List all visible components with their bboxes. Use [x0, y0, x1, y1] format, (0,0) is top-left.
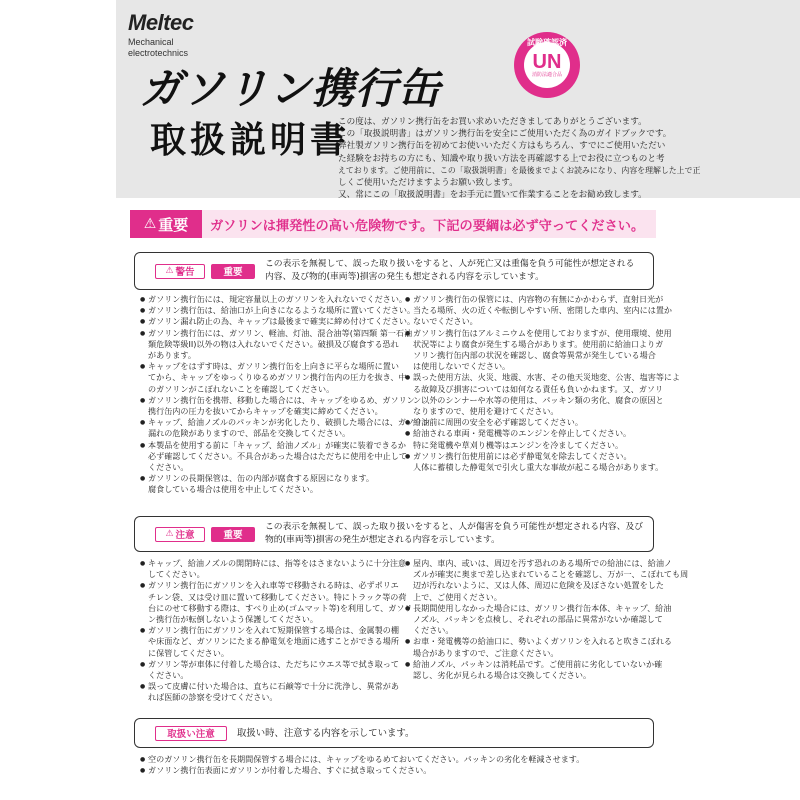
warning-item-line: ● ガソリン漏れ防止の為、キャップは最後まで確実に締め付けてください。 [148, 316, 416, 327]
caution-item-line: してください。 [148, 569, 205, 580]
caution-item-line: ● 給油ノズル、パッキンは消耗品です。ご使用前に劣化していないか確 [413, 658, 663, 669]
warning-item-line: る故障及び損害については如何なる責任も負いかねます。又、ガソリ [413, 383, 664, 394]
warning-item-line: 状況等により腐食が発生する場合があります。使用前に給油口よりガ [413, 338, 664, 349]
caution-right-column [405, 558, 689, 704]
caution-item [140, 558, 407, 580]
warning-item-line: があります。 [148, 350, 196, 361]
warning-item-line: ● ガソリン携行缶には、規定容量以上のガソリンを入れないでください。 [148, 294, 408, 304]
caution-definition-line: 物的(車両等)損害の発生が想定される内容を示しています。 [265, 535, 500, 545]
logo-mark: Meltec [128, 10, 194, 35]
warning-item [140, 417, 431, 439]
warning-item-line: 特に発電機や草刈り機等はエンジンを冷ましてください。 [413, 439, 624, 450]
intro-line: えております。ご使用前に、この「取扱説明書」を最後までよくお読みになり、内容を理解した上で正 [338, 165, 701, 175]
warning-item-line: ないでください。 [413, 316, 478, 327]
warning-item-line: 当たる場所、火の近くや転倒しやすい所、密閉した車内、室内には置か [413, 305, 673, 316]
warning-item-line: ● 給油される車両・発電機等のエンジンを停止してください。 [413, 428, 632, 439]
handling-item-line: ● 空のガソリン携行缶を長期間保管する場合には、キャップをゆるめておいてください。パッキンの劣化を軽減させます。 [148, 754, 585, 764]
caution-item-line: 台にのせて移動する際は、すべり止め(ゴムマット等)を利用して、ガソリ [148, 602, 413, 613]
warning-triangle-icon: ⚠ [165, 266, 174, 276]
caution-item [405, 636, 673, 658]
warning-item [405, 417, 660, 428]
product-title: ガソリン携行缶 [140, 64, 442, 113]
caution-item-line: ● 誤って皮膚に付いた場合は、直ちに石鹸等で十分に洗浄し、異常があ [148, 681, 399, 692]
handling-definition-box [134, 718, 654, 748]
caution-item-line: ン携行缶が転倒しないよう保護してください。 [148, 614, 318, 625]
warning-item-line: 漏れの危険がありますので、部品を交換してください。 [148, 428, 351, 439]
handling-tag: 取扱い注意 [155, 726, 227, 741]
caution-item-line: 上で、ご使用ください。 [413, 591, 502, 602]
caution-item [140, 625, 399, 659]
important-label [130, 210, 202, 238]
warning-item-line: ● ガソリン携行缶はアルミニウムを使用しておりますが、使用環境、使用 [413, 327, 672, 338]
warning-items [140, 294, 681, 496]
caution-item [405, 602, 672, 637]
warning-definition-box [134, 252, 654, 290]
brand-logo [128, 10, 193, 58]
warning-item [140, 361, 407, 395]
caution-item-line: ズルが確実に奥まで差し込まれていることを確認し、万が一、こぼれても周 [413, 569, 689, 580]
caution-item-line: ● 屋内、車内、或いは、周辺を汚す恐れのある場所での給油には、給油ノ [413, 558, 673, 568]
caution-item-line: ノズル、パッキンを点検し、それぞれの部品に異常がないか確認して [413, 614, 663, 625]
badge-bottom-text: 消防法適合品 [531, 72, 562, 78]
warning-item [140, 327, 413, 362]
warning-item-line: は使用しないでください。 [413, 361, 511, 372]
warning-definition-line: この表示を無視して、誤った取り扱いをすると、人が死亡又は重傷を負う可能性が想定される [265, 259, 635, 269]
intro-line: 弊社製ガソリン携行缶を初めてお使いいただく方はもちろん、すでにご使用いただい [338, 141, 666, 152]
warning-item-line: ● ガソリン携行缶は、給油口が上向きになるような場所に置いてください。 [148, 305, 416, 316]
caution-important-tag: 重要 [211, 527, 255, 542]
caution-item-line: ください。 [148, 670, 189, 681]
handling-items [140, 754, 660, 776]
warning-triangle-icon: ⚠ [143, 216, 157, 232]
caution-definition [265, 521, 643, 547]
warning-item-line: ● ガソリン携行缶使用前には必ず静電気を除去してください。 [413, 450, 632, 461]
warning-tag-text: 警告 [175, 267, 195, 278]
warning-tag [155, 264, 205, 279]
warning-item-line: ● ガソリンの長期保管は、缶の内部が腐食する原因になります。 [148, 473, 374, 484]
handling-item [140, 754, 660, 765]
badge-un-text: UN [532, 51, 562, 73]
warning-item [405, 372, 681, 417]
warning-item-line: ● 本製品を使用する前に「キャップ、給油ノズル」が確実に装着できるか [148, 439, 407, 450]
caution-item-line: ● キャップ、給油ノズルの開閉時には、指等をはさまないように十分注意 [148, 558, 407, 568]
warning-item-line: ● ガソリン携行缶を携帯、移動した場合には、キャップをゆるめ、ガソリン [148, 394, 415, 405]
warning-item [405, 428, 660, 450]
caution-tag-text: 注意 [175, 530, 195, 541]
caution-item-line: れば医師の診察を受けてください。 [148, 692, 278, 703]
logo-sub1: Mechanical [128, 37, 174, 47]
warning-item [405, 294, 673, 328]
caution-tag [155, 527, 205, 542]
intro-line: この度は、ガソリン携行缶をお買い求めいただきましてありがとうございます。 [338, 117, 647, 127]
warning-item-line: ● 誤った使用方法、火災、地震、水害、その他天災地変、公害、塩害等によ [413, 372, 681, 383]
warning-left-column [140, 294, 431, 496]
warning-definition-line: 内容、及び物的(車両等)損害の発生も想定される内容を示しています。 [265, 272, 544, 282]
caution-item [405, 658, 663, 681]
warning-item [405, 450, 664, 473]
handling-item [140, 765, 660, 776]
handling-item-line: ● ガソリン携行缶表面にガソリンが付着した場合、すぐに拭き取ってください。 [148, 765, 432, 776]
caution-left-column [140, 558, 413, 704]
badge-top-text: 試験確認済 [527, 38, 567, 47]
caution-item-line: ● ガソリン携行缶にガソリンを入れて短期保管する場合は、金属製の棚 [148, 625, 399, 636]
warning-item-line: なりますので、使用を避けてください。 [413, 406, 559, 417]
caution-item [405, 558, 689, 603]
caution-item [140, 580, 413, 625]
caution-item-line: チレン袋、又は受け皿に置いて移動してください。特にトラック等の荷 [148, 591, 407, 602]
warning-item-line: 携行缶内の圧力を抜いてからキャップを確実に締めてください。 [148, 406, 383, 417]
warning-item-line: 必ず確認してください。不具合があった場合はただちに使用を中止して [148, 450, 407, 461]
warning-item-line: ● キャップをはずす時は、ガソリン携行缶を上向きに平らな場所に置い [148, 361, 399, 372]
manual-title: 取扱説明書 [150, 120, 351, 161]
caution-item-line: に保管してください。 [148, 647, 229, 658]
caution-item-line: ● ガソリン等が車体に付着した場合は、ただちにウエス等で拭き取って [148, 658, 399, 669]
handling-list [140, 754, 660, 776]
warning-item [140, 394, 415, 417]
warning-item-line: 腐食している場合は使用を中止してください。 [148, 484, 318, 495]
warning-item [140, 305, 416, 316]
warning-right-column [405, 294, 681, 496]
caution-item-line: 認し、劣化が見られる場合は交換してください。 [413, 670, 592, 681]
warning-item-line: ください。 [148, 462, 189, 473]
intro-line: この「取扱説明書」はガソリン携行缶を安全にご使用いただく為のガイドブックです。 [338, 129, 672, 140]
caution-item-line: ● ガソリン携行缶にガソリンを入れ車等で移動される時は、必ずポリエ [148, 580, 399, 591]
intro-line: しくご使用いただけますようお願い致します。 [338, 178, 518, 189]
warning-triangle-icon: ⚠ [165, 529, 174, 539]
warning-item-line: のガソリンがこぼれないことを確認してください。 [148, 383, 335, 394]
caution-item [140, 658, 399, 681]
logo-sub2: electrotechnics [128, 48, 189, 58]
warning-item-line: ● キャップ、給油ノズルのパッキンが劣化したり、破損した場合には、ガソリン [148, 417, 431, 428]
important-banner [130, 210, 656, 238]
warning-item-line: 類危険等級II)以外の物は入れないでください。破損及び腐食する恐れ [148, 338, 399, 349]
warning-item-line: てから、キャップをゆっくりゆるめガソリン携行缶内の圧力を抜き、中 [148, 372, 407, 383]
caution-item [140, 681, 399, 703]
warning-item-line: ソリン携行缶内部の状況を確認し、腐食等異常が発生している場合 [413, 350, 656, 361]
caution-item-line: ● お車・発電機等の給油口に、勢いよくガソリンを入れると吹きこぼれる [413, 636, 673, 647]
warning-item-line: 人体に蓄積した静電気で引火し重大な事故が起こる場合があります。 [413, 462, 664, 473]
important-label-text: 重要 [158, 215, 189, 234]
warning-definition [265, 258, 634, 284]
caution-item-line: ● 長期間使用しなかった場合には、ガソリン携行缶本体、キャップ、給油 [413, 602, 672, 613]
warning-item [140, 439, 407, 474]
caution-items [140, 558, 689, 704]
un-certification-badge [514, 32, 580, 98]
warning-item-line: ン以外のシンナーや水等の使用は、パッキン類の劣化、腐食の原因と [413, 394, 664, 405]
caution-definition-line: この表示を無視して、誤った取り扱いをすると、人が傷害を負う可能性が想定される内容、及び [265, 522, 644, 532]
caution-definition-box [134, 516, 654, 552]
intro-line: 又、常にこの「取扱説明書」をお手元に置いて作業することをお勧め致します。 [338, 190, 647, 201]
warning-item [140, 316, 416, 327]
caution-item-line: 辺が汚れないように、又は人体、周辺に危険を及ぼさない処置をした [413, 580, 664, 591]
intro-text [338, 116, 788, 201]
warning-item [405, 327, 672, 373]
warning-item [140, 473, 395, 495]
warning-item-line: ● 給油前に周囲の安全を必ず確認してください。 [413, 417, 583, 428]
caution-item-line: や床面など、ガソリンにたまる静電気を地面に逃すことができる場所 [148, 636, 399, 647]
intro-line: た経験をお持ちの方にも、知識や取り扱い方法を再確認する上でお役に立つものと考 [338, 153, 665, 164]
warning-item-line: ● ガソリン携行缶には、ガソリン、軽油、灯油、混合油等(第四類 第一石油 [148, 327, 413, 338]
handling-definition: 取扱い時、注意する内容を示しています。 [237, 727, 415, 739]
warning-item-line: ● ガソリン携行缶の保管には、内容物の有無にかかわらず、直射日光が [413, 294, 664, 304]
caution-item-line: ください。 [413, 625, 454, 636]
important-text: ガソリンは揮発性の高い危険物です。下記の要綱は必ず守ってください。 [210, 218, 645, 234]
warning-important-tag: 重要 [211, 264, 255, 279]
warning-item [140, 294, 408, 305]
caution-item-line: 場合がありますので、ご注意ください。 [413, 647, 559, 658]
